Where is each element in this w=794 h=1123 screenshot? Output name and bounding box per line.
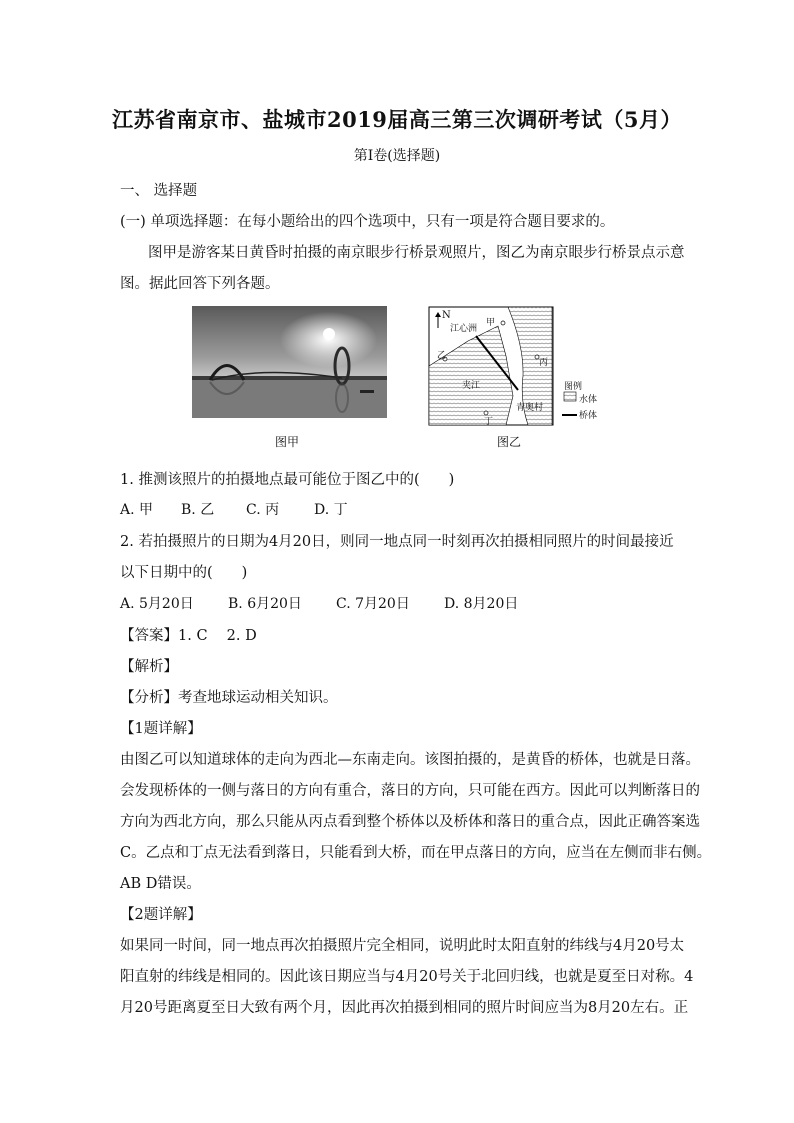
- map-legend-water-label: 水体: [579, 395, 598, 405]
- q2-detail-heading: 【2题详解】: [120, 907, 202, 923]
- paper-section-subtitle: 第Ⅰ卷(选择题): [353, 148, 441, 164]
- q1-option-b: B. 乙: [181, 502, 215, 518]
- q2-option-a: A. 5月20日: [120, 596, 194, 612]
- q1-option-a: A. 甲: [120, 502, 154, 518]
- map-point-bing-label: 丙: [539, 358, 549, 368]
- figure-b-caption: 图乙: [497, 435, 522, 449]
- analysis-summary: 【分析】考查地球运动相关知识。: [120, 690, 338, 706]
- map-jiangxinzhou-label: 江心洲: [450, 324, 478, 334]
- q1-detail-line: 方向为西北方向，那么只能从丙点看到整个桥体以及桥体和落日的重合点，因此正确答案选: [120, 814, 700, 830]
- q2-detail-line: 阳直射的纬线是相同的。因此该日期应当与4月20号关于北回归线，也就是夏至日对称。4: [120, 969, 694, 985]
- bridge-photo-image: [192, 306, 387, 418]
- q1-option-c: C. 丙: [246, 502, 280, 518]
- q1-detail-line: C。乙点和丁点无法看到落日，只能看到大桥，而在甲点落日的方向，应当在左侧而非右侧。: [120, 845, 712, 861]
- figure-b-map: [428, 306, 608, 428]
- question-1: 1. 推测该照片的拍摄地点最可能位于图乙中的( ): [120, 472, 455, 488]
- map-point-jia-label: 甲: [486, 318, 496, 328]
- q1-detail-heading: 【1题详解】: [120, 721, 202, 737]
- map-point-yi-label: 乙: [437, 351, 447, 361]
- map-legend-title: 图例: [564, 382, 583, 392]
- map-jiajiang-label: 夹江: [462, 381, 481, 391]
- q1-detail-line: AB D错误。: [120, 876, 201, 892]
- analysis-heading: 【解析】: [120, 659, 178, 675]
- q2-detail-line: 如果同一时间，同一地点再次拍摄照片完全相同，说明此时太阳直射的纬线与4月20号太: [120, 938, 685, 954]
- section-heading: 一、 选择题: [120, 183, 198, 199]
- figure-a-caption: 图甲: [275, 435, 300, 449]
- q1-detail-line: 由图乙可以知道球体的走向为西北—东南走向。该图拍摄的，是黄昏的桥体，也就是日落。: [120, 752, 700, 768]
- map-qingao-label: 青奥村: [516, 403, 544, 413]
- answer-line: 【答案】1. C 2. D: [120, 628, 257, 644]
- q1-option-d: D. 丁: [314, 502, 348, 518]
- q2-option-c: C. 7月20日: [336, 596, 410, 612]
- question-2-line-1: 2. 若拍摄照片的日期为4月20日，则同一地点同一时刻再次拍摄相同照片的时间最接近: [120, 534, 674, 550]
- map-north-label: N: [442, 310, 451, 321]
- q1-detail-line: 会发现桥体的一侧与落日的方向有重合，落日的方向，只可能在西方。因此可以判断落日的: [120, 783, 700, 799]
- section-instructions: (一) 单项选择题：在每小题给出的四个选项中，只有一项是符合题目要求的。: [120, 214, 615, 230]
- q2-detail-line: 月20号距离夏至日大致有两个月，因此再次拍摄到相同的照片时间应当为8月20左右。正: [120, 1000, 689, 1016]
- question-2-line-2: 以下日期中的( ): [120, 565, 248, 581]
- q2-option-d: D. 8月20日: [444, 596, 519, 612]
- q2-option-b: B. 6月20日: [228, 596, 302, 612]
- intro-line-1: 图甲是游客某日黄昏时拍摄的南京眼步行桥景观照片，图乙为南京眼步行桥景点示意: [148, 245, 685, 261]
- map-point-ding-label: 丁: [484, 417, 494, 427]
- page-title: 江苏省南京市、盐城市2019届高三第三次调研考试（5月）: [111, 107, 683, 132]
- intro-line-2: 图。据此回答下列各题。: [120, 276, 280, 292]
- map-legend-bridge-label: 桥体: [579, 411, 598, 421]
- figure-a-photo: [192, 306, 387, 418]
